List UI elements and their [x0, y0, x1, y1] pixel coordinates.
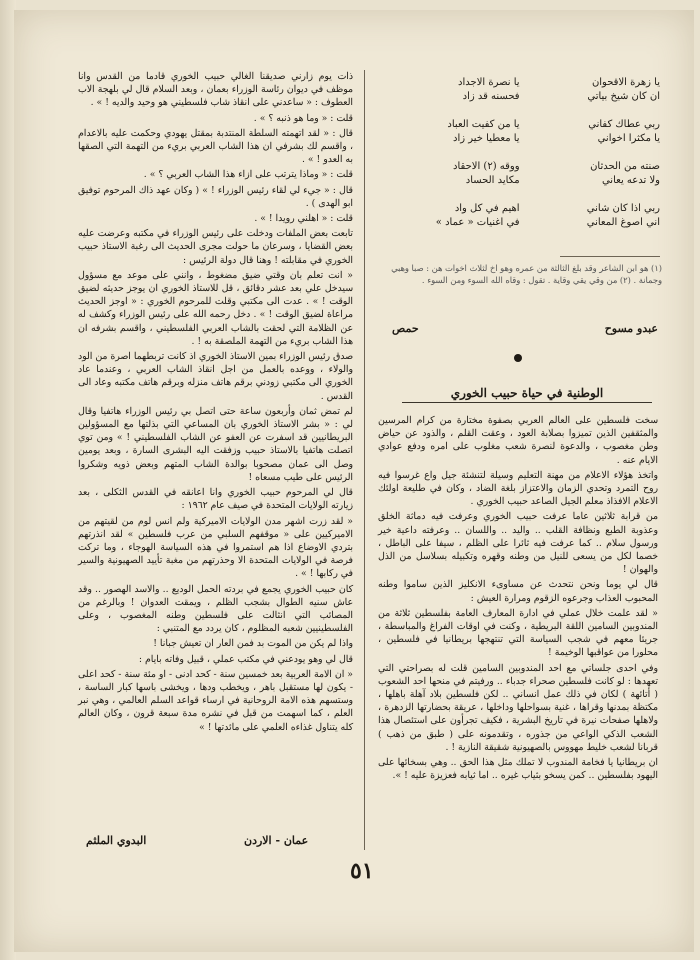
- paragraph: قلت : « وماذا يترتب على ازاء هذا الشاب العربي ؟ » .: [143, 169, 353, 181]
- poem-verse: ربي عطاك كفاني: [588, 119, 660, 130]
- page-number: ٥١: [350, 858, 374, 884]
- column-divider: [364, 70, 365, 850]
- poem-verse: يا نصرة الاجداد: [458, 77, 520, 88]
- poem-verse: ولا تدعه يعاني: [601, 175, 660, 186]
- article-place: عمان - الاردن: [244, 834, 309, 847]
- footnote-rule: [560, 256, 660, 257]
- poem-verse: يا مكثرا اخواني: [597, 133, 660, 144]
- paragraph: قال : « لقد اتهمته السلطة المنتدبة بمقتل يهودي وحكمت عليه بالاعدام ، واقسم لك بشرفي ان هذا الشاب العربي بريء من التهمة التي الصقها به العدو ! » .: [78, 127, 353, 166]
- poem-verse: يا من كفيت العباد: [447, 119, 520, 130]
- poem-verse: مكايد الحساد: [465, 175, 520, 186]
- poem-place: حمص: [392, 322, 419, 335]
- footnote: (١) هو ابن الشاعر وقد بلغ الثالثة من عمره وهو اخ لثلاث اخوات هن : صبا وهبي وجمانة . (٢) من وقي يقي وقاية . تقول : وقاه الله السوء ومن السوء .: [391, 263, 662, 285]
- paragraph: « لقد زرت اشهر مدن الولايات الاميركية ولم انس لوم من لقيتهم من الاميركيين على « موقفهم السلبي من عرب فلسطين » لقد انذرتهم بتردي الاوضاع اذا هم استمروا في هذه السياسة الهوجاء ، وما تركت فرصة في الولايات المتحدة الا وحذرتهم من مغبة تأييد الصهيونية والسير في ركابها ! » .: [78, 515, 353, 580]
- poem-verse: يا معطيا خير زاد: [453, 133, 520, 144]
- paragraph: ان بريطانيا يا فخامة المندوب لا تملك مثل هذا الحق .. وهي بسخائها على اليهود بفلسطين .. كمن يسخو بثياب غيره .. اما ثيابه فعزيزة عليه ! ».: [378, 757, 658, 782]
- poem-author-name: عبدو مسوح: [604, 322, 658, 335]
- poem-verse: صنته من الحدثان: [590, 161, 660, 172]
- poem-verse: يا زهرة الاقحوان: [591, 77, 660, 88]
- poem-stanza: [390, 76, 660, 104]
- paragraph: من قرابة ثلاثين عاما عرفت حبيب الخوري وعرفت فيه دماثة الخلق وعذوبة الطبع ونظافة القلب .. واليد .. واللسان .. وعرفته داعية خير ورسول سلام .. كما عرفت فيه ثائرا على الظلم ، سيفا على الباطل ، خصما لكل من يسعى للنيل من وطنه وقهره وتكبيله بسلاسل من الذل والهوان !: [378, 511, 658, 576]
- paragraph: صدق رئيس الوزراء بمين الاستاذ الخوري اذ كانت تربطهما اصرة من الود والولاء ، ووعده بالعمل من اجل انقاذ الشاب العربي ، وعندما عاد الخوري الى مكتبي زودني برقم هاتف منزله وبرقم هاتف مكتبه وعاد الى القدس .: [78, 351, 353, 402]
- paragraph: واذا لم يكن من الموت بد فمن العار ان تعيش جبانا !: [153, 638, 353, 650]
- poem: [390, 76, 660, 244]
- article-column-left: [78, 70, 353, 736]
- separator-dot: [514, 354, 522, 362]
- poem-stanza: [390, 202, 660, 230]
- paragraph: قال لي يوما ونحن نتحدث عن مساوىء الانكليز الذين ساموا وطنه المحبوب العذاب وجرعوه الزقوم ومرارة العيش :: [378, 579, 658, 604]
- paragraph: قال : « جيء لي لقاء رئيس الوزراء ! » ( وكان عهد ذاك المرحوم توفيق ابو الهدى ) .: [78, 184, 353, 209]
- paragraph: وفي احدى جلساتي مع احد المندوبين السامين قلت له بصراحتي التي تعهدها : لو كانت فلسطين صحراء جدباء .. ورفيتم في منحها احد الشعوب ( أتائهة ) لكان في ذلك عمل انساني .. لكن فلسطين بلاد آهلة باهلها ، مكتظة بمدنها وقراها ، غنية بسواحلها وداخلها ، عريقة بحضارتها الزدهرة ، ولاهلها صفحات نيرة في تاريخ البشرية ، فكيف تجرأون على استئصال هذا الشعب الذكي الواعي من جذوره ، وتقدمونه على ( طبق من ذهب ) قربانا لشعب خليط مهووس بالصهيونية شقيقة النازية ! .: [378, 662, 658, 753]
- paragraph: كان حبيب الخوري يجمع في بردته الحمل الوديع .. والاسد الهصور .. وقد عاش سنيه الطوال بشجب الظلم ، ويمقت العدوان ! وبالرغم من المصائب التي انثالت على فلسطين وطنه المغصوب ، وعلى الفلسطينيين شعبه المظلوم ، كان يردد مع المتنبي :: [78, 583, 353, 635]
- poem-verse: اهيم في كل واد: [454, 203, 520, 214]
- poem-verse: فحسنه قد زاد: [462, 91, 520, 102]
- poem-stanza: [390, 118, 660, 146]
- paragraph: « انت تعلم بان وقتي ضيق مضغوط ، وانني على موعد مع مسؤول سيدخل علي بعد عشر دقائق ، قل للاستاذ الخوري ان يوجز حديثه لضيق الوقت ! » . عدت الى مكتبي وقلت للمرحوم الخوري : « اوجز الحديث مراعاة لضيق الوقت ! » . دخل رحمه الله على رئيس الوزراء وكشف له عن الظلامة التي لحقت بالشاب العربي الفلسطيني ، واقسم بشرفه ان هذا الشاب بريء من التهمة الملصقة به ! .: [78, 269, 353, 347]
- article-author: البدوي الملثم: [86, 834, 147, 847]
- paragraph: قلت : « اهلني رويدا ! » .: [254, 213, 353, 225]
- paragraph: قال لي المرحوم حبيب الخوري وانا اعانقه في القدس الثكلى ، بعد زيارته الولايات المتحدة في صيف عام ١٩٦٢ :: [78, 487, 353, 512]
- paragraph: قال لي وهو يودعني في مكتب عملي ، قبيل وفاته بايام :: [138, 653, 353, 665]
- poem-verse: اني اصوغ المعاني: [586, 217, 660, 228]
- article-title: الوطنية في حياة حبيب الخوري: [402, 386, 652, 403]
- poem-stanza: [390, 160, 660, 188]
- paragraph: « لقد علمت خلال عملي في ادارة المعارف العامة بفلسطين ثلاثة من المندوبين السامين اللقة البريطية ، وكنت في اوقات الفراغ والمباسطة ، جريئا معهم في شجب السياسة التي تنتهجها بريطانيا في فلسطين ، محلورا من عواقبها الوخيمة !: [378, 607, 658, 659]
- poem-verse: ووقه (٢) الاحقاد: [453, 161, 520, 172]
- article-column-right: [378, 414, 658, 784]
- poem-verse: ان كان شيخ بياتي: [587, 91, 660, 102]
- poem-verse: ربي اذا كان شاني: [586, 203, 660, 214]
- paragraph: قلت : « وما هو ذنبه ؟ » .: [253, 112, 353, 124]
- paragraph: سخت فلسطين على العالم العربي بصفوة مختارة من كرام المرسين والمثقفين الذين تميزوا بصلابة العود ، وعقت القلم ، والذود عن حياض وطن مغصوب ، والدعوة لنصرة شعب مغلوب على امره ودفع عوادي الايام عنه .: [378, 415, 658, 466]
- paragraph: لم تمض ثمان وأربعون ساعة حتى اتصل بي رئيس الوزراء هاتفيا وقال لي : « بشر الاستاذ الخوري بان المساعي التي بذلتها مع المسؤولين البريطانيين قد اسفرت عن العفو عن الشاب الفلسطيني ! » ومن توي اتصلت هاتفيا بالاستاذ حبيب وزفقت اليه البشرى السارة ، وبعد يومين وصل الى عمان مصحوبا بوالدة الشاب المتهم وبعض ذويه وشكروا الرئيس على طيب مسعاه !: [78, 405, 353, 483]
- paragraph: « ان الامة العربية بعد خمسين سنة - كحد ادنى - او مئة سنة - كحد اعلى - يكون لها مستقبل باهر ، ويخطب ودها ، ويخشى باسها كبار الساسة ، وستسهم هذه الامة الروحانية في ارساء قواعد السلم العالمي ، وهي نبر العلم ، كما اسهمت من قبل في نشره مدة سبعة قرون ، وكان العالم كله يتناول غذاءه العلمي على مائدتها ! »: [78, 668, 353, 733]
- paragraph: ذات يوم زارني صديقنا الغالي حبيب الخوري قادما من القدس وانا موظف في ديوان رئاسة الوزراء بعمان ، وبعد السلام قال لي بلهجة الاب العطوف : « ساعدني على انقاذ شاب فلسطيني هو وحيد والديه ! » .: [78, 71, 353, 109]
- poem-verse: في اغنيات « عماد »: [435, 217, 520, 228]
- paragraph: تابعت بعض الملفات ودخلت على رئيس الوزراء في مكتبه وعرضت عليه بعض القضايا ، وسرعان ما حولت مجرى الحديث الى رغبة الاستاذ حبيب الخوري في مقابلته ! وهنا قال دولة الرئيس :: [78, 228, 353, 266]
- paragraph: واتخذ هؤلاء الاعلام من مهنة التعليم وسيلة لتنشئة جيل واع غرسوا فيه روح التمرد وتحدي الزمان والاعتزاز بلغة الضاد ، وكان في طليعة اولئك الاعلام الافذاذ معلم الجيل الصاعد حبيب الخوري .: [378, 469, 658, 508]
